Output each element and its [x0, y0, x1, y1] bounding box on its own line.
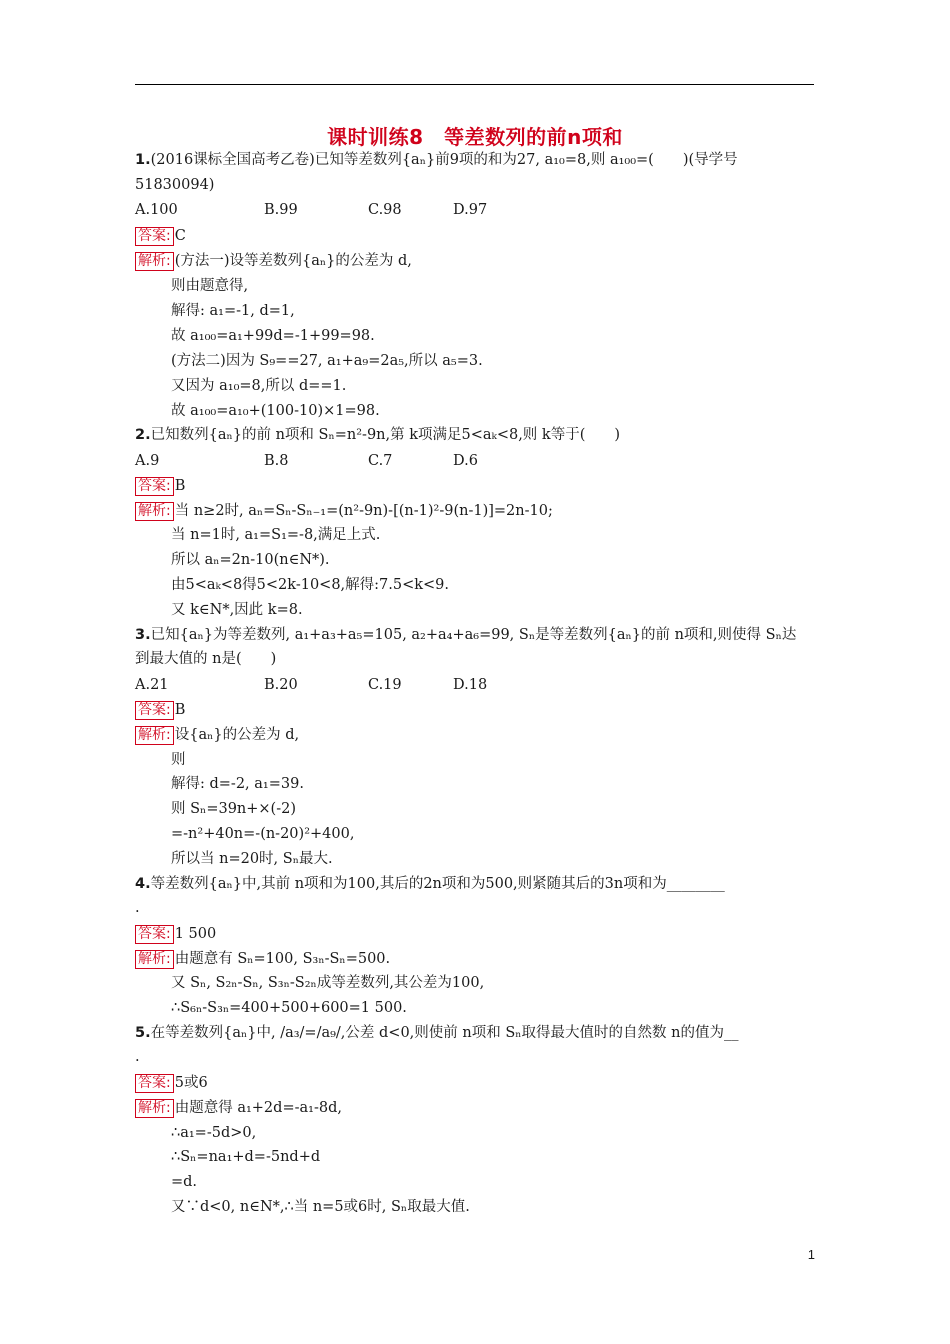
page-title: 课时训练8 等差数列的前n项和 [327, 125, 623, 149]
question-3-stem-line-2: 到最大值的 n是( ) [135, 651, 277, 667]
option-c: C.98 [368, 202, 402, 218]
analysis-step: 所以 aₙ=2n-10(n∈N*). [171, 552, 330, 568]
option-d: D.6 [453, 453, 478, 469]
analysis-line: 解析: 当 n≥2时, aₙ=Sₙ-Sₙ₋₁=(n²-9n)-[(n-1)²-9(n-1)]=2n-10; [135, 501, 553, 521]
option-d: D.18 [453, 677, 488, 693]
answer-line: 答案: C [135, 226, 186, 246]
question-number: 5. [135, 1025, 151, 1041]
analysis-step: 又∵d<0, n∈N*,∴当 n=5或6时, Sₙ取最大值. [171, 1199, 470, 1215]
question-5-stem-line-1: 5.在等差数列{aₙ}中, /a₃/=/a₉/,公差 d<0,则使前 n项和 Sₙ取得最大值时的自然数 n的值为__ [135, 1025, 739, 1041]
question-4-stem-line-2: . [135, 900, 140, 916]
analysis-step: 由5<aₖ<8得5<2k-10<8,解得:7.5<k<9. [171, 577, 450, 593]
analysis-step: ∴a₁=-5d>0, [171, 1125, 257, 1141]
option-b: B.20 [264, 677, 298, 693]
analysis-line: 解析: 由题意得 a₁+2d=-a₁-8d, [135, 1098, 342, 1118]
answer-line: 答案: B [135, 476, 185, 496]
question-4-stem-line-1: 4.等差数列{aₙ}中,其前 n项和为100,其后的2n项和为500,则紧随其后的3n项和为________ [135, 876, 725, 892]
analysis-line: 解析: 由题意有 Sₙ=100, S₃ₙ-Sₙ=500. [135, 949, 390, 969]
option-b: B.99 [264, 202, 298, 218]
question-3-stem-line-1: 3.已知{aₙ}为等差数列, a₁+a₃+a₅=105, a₂+a₄+a₆=99, Sₙ是等差数列{aₙ}的前 n项和,则使得 Sₙ达 [135, 627, 797, 643]
analysis-step: 所以当 n=20时, Sₙ最大. [171, 851, 333, 867]
option-a: A.21 [135, 677, 169, 693]
analysis-step: 又因为 a₁₀=8,所以 d==1. [171, 378, 347, 394]
analysis-tag: 解析: [135, 1099, 174, 1118]
option-a: A.9 [135, 453, 160, 469]
answer-tag: 答案: [135, 477, 174, 496]
answer-tag: 答案: [135, 925, 174, 944]
answer-line: 答案: 5或6 [135, 1073, 208, 1093]
analysis-step: 又 Sₙ, S₂ₙ-Sₙ, S₃ₙ-S₂ₙ成等差数列,其公差为100, [171, 975, 485, 991]
question-5-stem-line-2: . [135, 1049, 140, 1065]
answer-line: 答案: B [135, 700, 185, 720]
analysis-step: 则 Sₙ=39n+×(-2) [171, 801, 296, 817]
analysis-step: 解得: a₁=-1, d=1, [171, 303, 295, 319]
analysis-line: 解析: (方法一)设等差数列{aₙ}的公差为 d, [135, 251, 412, 271]
answer-line: 答案: 1 500 [135, 924, 216, 944]
option-d: D.97 [453, 202, 488, 218]
question-number: 1. [135, 152, 151, 168]
analysis-tag: 解析: [135, 252, 174, 271]
analysis-step: 则 [171, 752, 186, 768]
option-c: C.19 [368, 677, 402, 693]
answer-tag: 答案: [135, 701, 174, 720]
answer-tag: 答案: [135, 227, 174, 246]
analysis-step: =-n²+40n=-(n-20)²+400, [171, 826, 355, 842]
analysis-step: 故 a₁₀₀=a₁+99d=-1+99=98. [171, 328, 375, 344]
question-2-stem-line-1: 2.已知数列{aₙ}的前 n项和 Sₙ=n²-9n,第 k项满足5<aₖ<8,则 k等于( ) [135, 427, 621, 443]
analysis-step: ∴Sₙ=na₁+d=-5nd+d [171, 1149, 321, 1165]
analysis-tag: 解析: [135, 502, 174, 521]
analysis-step: ∴S₆ₙ-S₃ₙ=400+500+600=1 500. [171, 1000, 407, 1016]
analysis-step: 当 n=1时, a₁=S₁=-8,满足上式. [171, 527, 381, 543]
analysis-step: 解得: d=-2, a₁=39. [171, 776, 304, 792]
answer-tag: 答案: [135, 1074, 174, 1093]
analysis-line: 解析: 设{aₙ}的公差为 d, [135, 725, 299, 745]
analysis-step: 则由题意得, [171, 278, 249, 294]
option-c: C.7 [368, 453, 393, 469]
question-number: 2. [135, 427, 151, 443]
question-number: 4. [135, 876, 151, 892]
header-rule [135, 84, 814, 85]
analysis-step: (方法二)因为 S₉==27, a₁+a₉=2a₅,所以 a₅=3. [171, 353, 483, 369]
page-number: 1 [807, 1247, 815, 1262]
question-1-stem-line-1: 1.(2016课标全国高考乙卷)已知等差数列{aₙ}前9项的和为27, a₁₀=8,则 a₁₀₀=( )(导学号 [135, 152, 738, 168]
option-a: A.100 [135, 202, 178, 218]
analysis-tag: 解析: [135, 950, 174, 969]
option-b: B.8 [264, 453, 289, 469]
analysis-step: =d. [171, 1174, 198, 1190]
question-1-stem-line-2: 51830094) [135, 177, 215, 193]
question-number: 3. [135, 627, 151, 643]
analysis-step: 又 k∈N*,因此 k=8. [171, 602, 303, 618]
analysis-step: 故 a₁₀₀=a₁₀+(100-10)×1=98. [171, 403, 380, 419]
analysis-tag: 解析: [135, 726, 174, 745]
